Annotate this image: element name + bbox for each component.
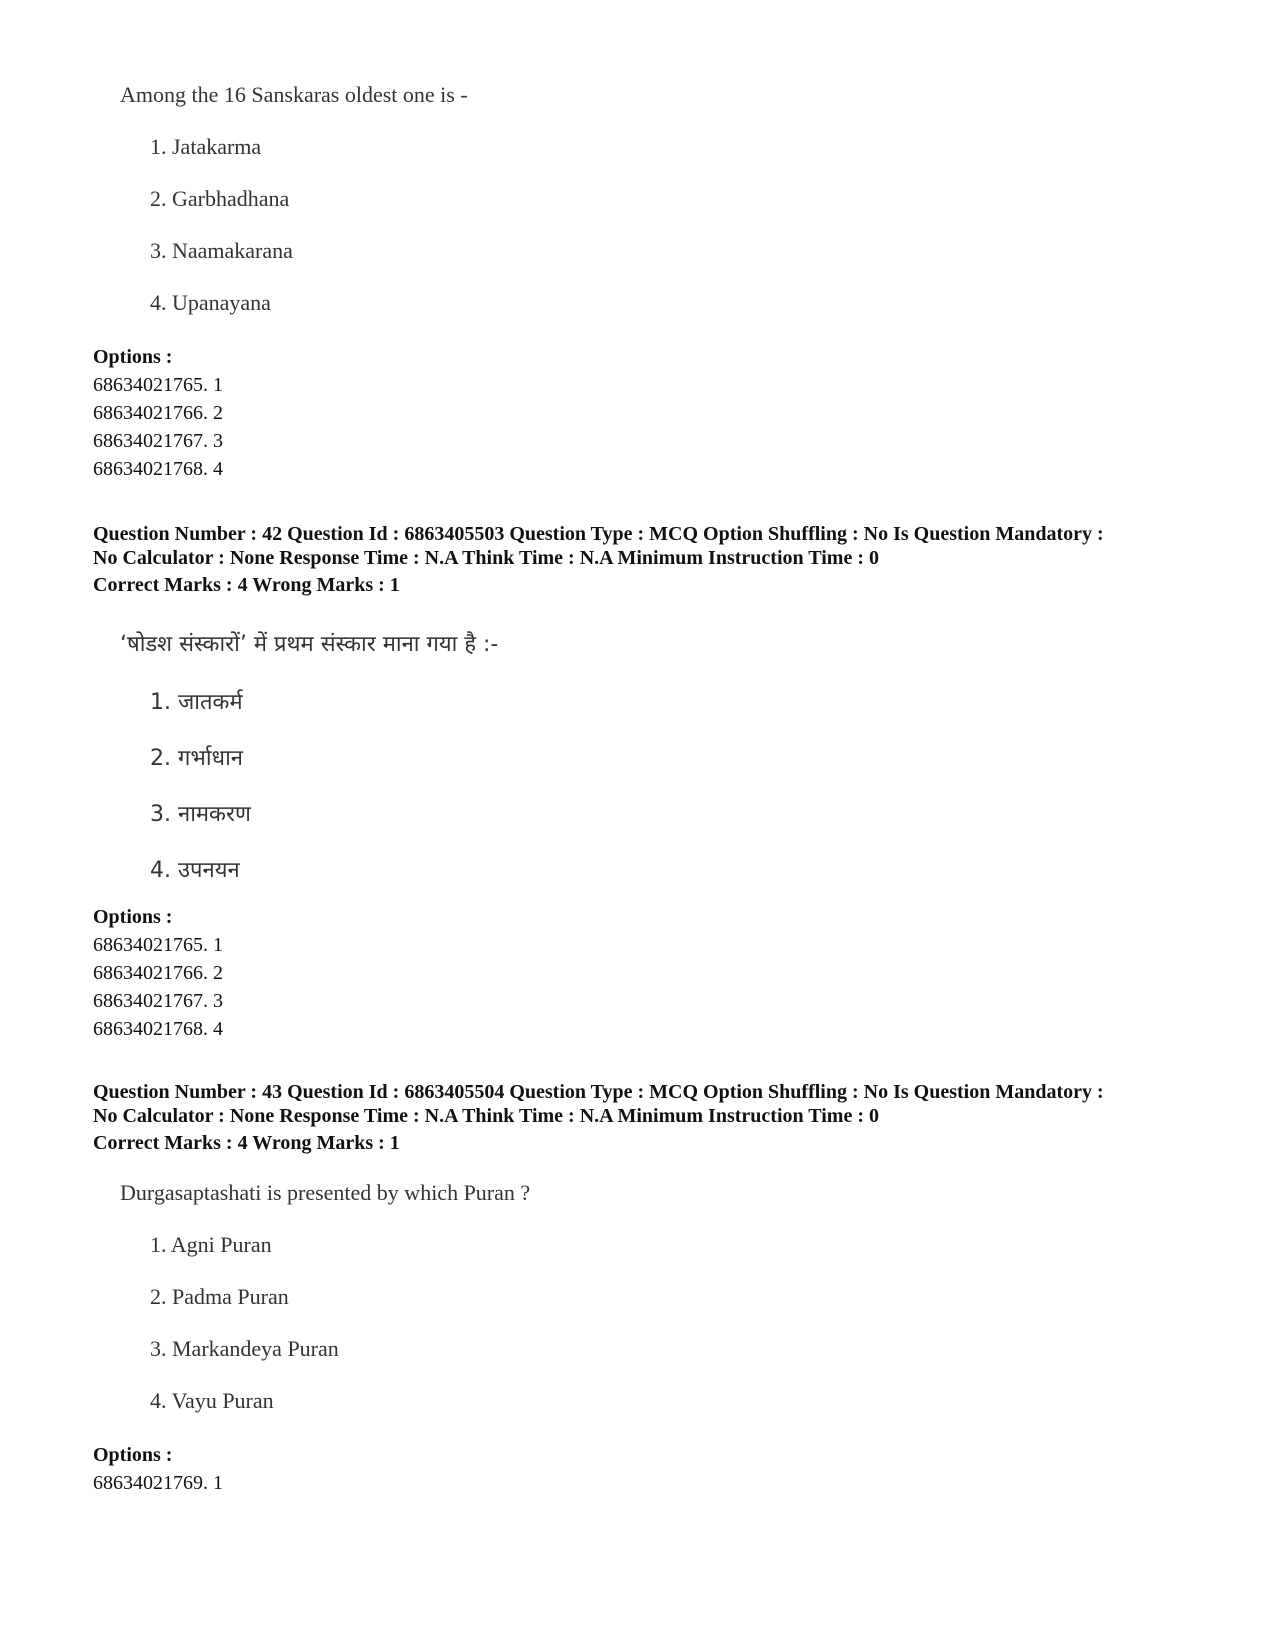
choice-item: 3. Markandeya Puran (150, 1336, 339, 1361)
option-id-line: 68634021768. 4 (93, 1018, 223, 1040)
options-label: Options : (93, 346, 173, 368)
question-marks: Correct Marks : 4 Wrong Marks : 1 (93, 574, 400, 596)
choice-item: 3. नामकरण (150, 802, 251, 827)
option-id-line: 68634021765. 1 (93, 374, 223, 396)
choice-item: 2. Padma Puran (150, 1284, 289, 1309)
choice-item: 4. Vayu Puran (150, 1388, 274, 1413)
choice-item: 1. Agni Puran (150, 1232, 272, 1257)
question-meta-line: Question Number : 42 Question Id : 6863405503 Question Type : MCQ Option Shuffling : No Is Question Mandatory : (93, 523, 1104, 545)
option-id-line: 68634021768. 4 (93, 458, 223, 480)
option-id-line: 68634021769. 1 (93, 1472, 223, 1494)
choice-item: 4. Upanayana (150, 290, 271, 315)
question-text: Among the 16 Sanskaras oldest one is - (120, 82, 468, 107)
option-id-line: 68634021767. 3 (93, 430, 223, 452)
option-id-line: 68634021766. 2 (93, 962, 223, 984)
question-meta-line: No Calculator : None Response Time : N.A Think Time : N.A Minimum Instruction Time : 0 (93, 547, 879, 569)
options-label: Options : (93, 1444, 173, 1466)
option-id-line: 68634021767. 3 (93, 990, 223, 1012)
question-meta-line: Question Number : 43 Question Id : 6863405504 Question Type : MCQ Option Shuffling : No Is Question Mandatory : (93, 1081, 1104, 1103)
question-text: ‘षोडश संस्कारों’ में प्रथम संस्कार माना गया है :- (120, 632, 499, 657)
question-text: Durgasaptashati is presented by which Puran ? (120, 1180, 531, 1205)
options-label: Options : (93, 906, 173, 928)
choice-item: 1. जातकर्म (150, 690, 243, 715)
question-meta-line: No Calculator : None Response Time : N.A Think Time : N.A Minimum Instruction Time : 0 (93, 1105, 879, 1127)
choice-item: 3. Naamakarana (150, 238, 293, 263)
choice-item: 2. गर्भाधान (150, 746, 243, 771)
question-meta (93, 1080, 1193, 1128)
question-marks: Correct Marks : 4 Wrong Marks : 1 (93, 1132, 400, 1154)
choice-item: 1. Jatakarma (150, 134, 262, 159)
option-id-line: 68634021765. 1 (93, 934, 223, 956)
choice-item: 2. Garbhadhana (150, 186, 290, 211)
question-meta (93, 522, 1193, 570)
option-id-line: 68634021766. 2 (93, 402, 223, 424)
choice-item: 4. उपनयन (150, 858, 240, 883)
